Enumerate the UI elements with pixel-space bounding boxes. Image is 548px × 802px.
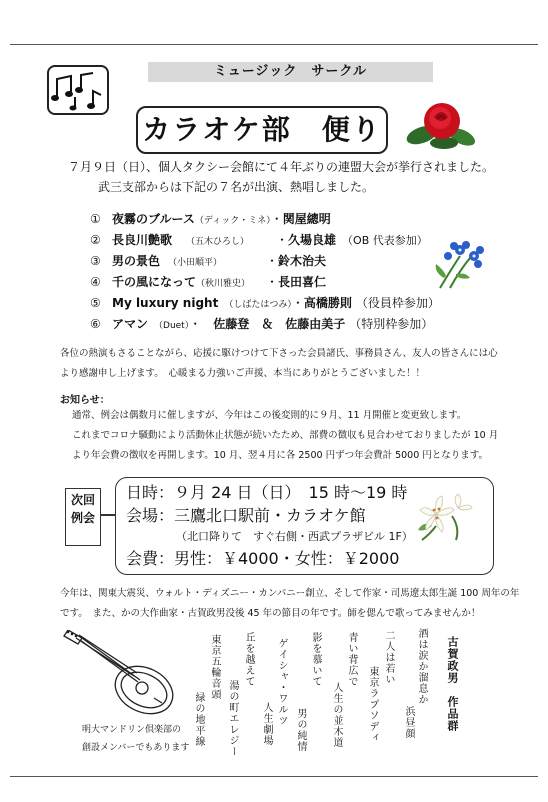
closing-line-1: 今年は、関東大震災、ウォルト・ディズニー・カンパニー創立、そして作家・司馬遼太郎生誕 100 周年の年 — [60, 588, 520, 599]
meeting-date: 日時：９月 24 日（日） 15 時～19 時 — [126, 483, 408, 502]
intro-line-1: ７月９日（日）、個人タクシー会館にて４年ぶりの連盟大会が挙行されました。 — [68, 160, 495, 174]
music-circle-label: ミュージック サークル — [213, 64, 368, 79]
performance-item: ⑥ アマン （Duet）・ 佐藤登 ＆ 佐藤由美子 （特別枠参加） — [90, 317, 434, 331]
notice-line-1: 通常、例会は偶数月に催しますが、今年はこの後変則的に９月、11 月開催と変更致します。 — [72, 410, 467, 421]
notice-line-3: より年会費の徴収を再開します。10 月、翌４月に各 2500 円ずつ年会費計 5000 円となります。 — [72, 450, 489, 461]
performance-item: ③ 男の景色 （小田順平） ・鈴木治夫 — [90, 254, 327, 268]
koga-song: 東京ラプソディ — [367, 666, 378, 743]
performance-item: ② 長良川艶歌 （五木ひろし） ・久場良雄 （OB 代表参加） — [90, 233, 428, 247]
koga-song: 酒は涙か溜息か — [416, 628, 427, 705]
page-title-box — [136, 106, 388, 154]
lily-illustration — [412, 490, 476, 546]
koga-song: 影を慕いて — [310, 632, 321, 687]
koga-song: 人生劇場 — [261, 702, 272, 746]
mandolin-caption-1: 明大マンドリン倶楽部の — [82, 725, 182, 735]
koga-song: 湯の町エレジー — [227, 680, 238, 757]
mandolin-caption-2: 創設メンバーでもあります — [82, 743, 190, 753]
koga-song: 緑の地平線 — [193, 692, 204, 747]
notice-line-2: これまでコロナ騒動により活動休止状態が続いたため、部費の徴収も見合わせておりましたが 10 月 — [72, 430, 499, 441]
performance-item: ⑤ My luxury night （しばたはつみ）・高橋勝則 （役員枠参加） — [90, 296, 440, 310]
performance-item: ① 夜霧のブルース（ディック・ミネ）・関屋總明 — [90, 212, 331, 226]
koga-song: 丘を越えて — [243, 632, 254, 687]
meeting-connector — [101, 514, 115, 516]
notice-heading: お知らせ： — [60, 395, 110, 406]
koga-works-heading: 古賀政男 作品群 — [446, 636, 459, 732]
closing-line-2: です。 また、かの大作曲家・古賀政男没後 45 年の節目の年です。師を偲んで歌ってみませんか！ — [60, 608, 481, 619]
next-meeting-label: 次回例会 — [65, 488, 101, 546]
meeting-directions: （北口降りて すぐ右側・西武プラザビル 1F） — [176, 530, 413, 543]
performance-item: ④ 千の風になって（秋川雅史） ・長田喜仁 — [90, 275, 327, 289]
page-title: カラオケ部 便り — [142, 113, 382, 146]
music-notes-icon — [47, 65, 109, 115]
koga-song: 浜昼顔 — [403, 706, 414, 739]
meeting-venue: 会場：三鷹北口駅前・カラオケ館 — [126, 506, 366, 525]
koga-song: 人生の並木道 — [331, 682, 342, 748]
bottom-rule — [10, 776, 538, 777]
intro-line-2: 武三支部からは下記の７名が出演、熱唱しました。 — [98, 180, 375, 194]
koga-song: 東京五輪音頭 — [209, 634, 220, 700]
top-rule — [10, 44, 538, 45]
rose-illustration — [404, 95, 478, 151]
thanks-line-1: 各位の熱演もさることながら、応援に駆けつけて下さった会員諸氏、事務員さん、友人の皆さんには心 — [60, 348, 498, 359]
thanks-line-2: より感謝申し上げます。 心暖まる力強いご声援、本当にありがとうございました！！ — [60, 368, 425, 379]
mandolin-illustration — [62, 630, 180, 720]
music-circle-banner — [148, 62, 433, 82]
meeting-fee: 会費：男性：￥4000・女性：￥2000 — [126, 549, 400, 568]
koga-song: 男の純情 — [295, 708, 306, 752]
blue-flower-illustration — [430, 228, 492, 290]
koga-song: ゲイシャ・ワルツ — [276, 638, 287, 726]
koga-song: 二人は若い — [383, 630, 394, 685]
koga-song: 青い背広で — [346, 632, 357, 687]
